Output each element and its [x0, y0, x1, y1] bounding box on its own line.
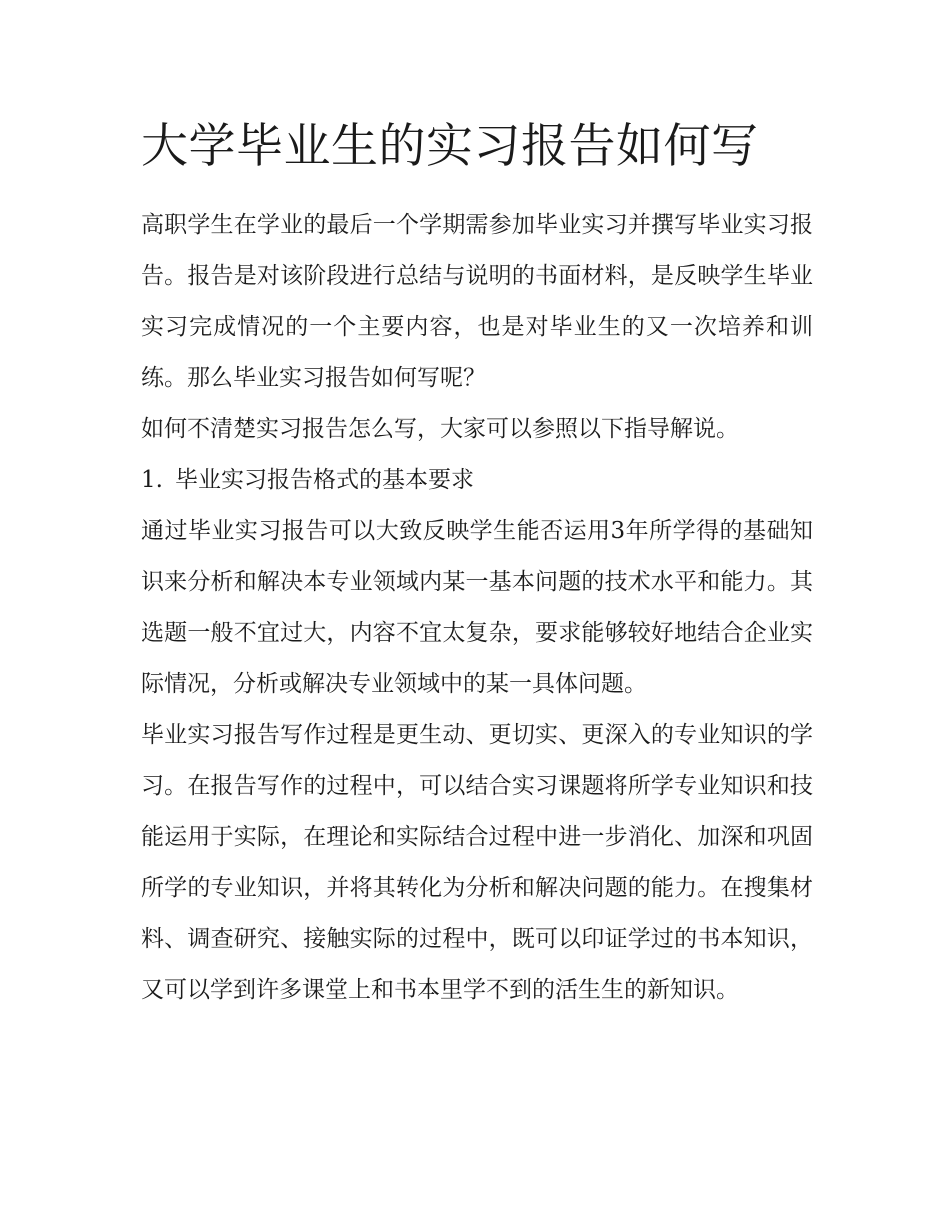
guidance-paragraph: 如何不清楚实习报告怎么写，大家可以参照以下指导解说。 [141, 416, 739, 442]
intro-paragraph: 高职学生在学业的最后一个学期需参加毕业实习并撰写毕业实习报告。报告是对该阶段进行总结与说明的书面材料，是反映学生毕业实习完成情况的一个主要内容，也是对毕业生的又一次培养和训练。那么毕业实习报告如何写呢？ [141, 212, 813, 391]
document-title: 大学毕业生的实习报告如何写 [141, 119, 759, 174]
section-heading [141, 455, 813, 506]
section-paragraph: 通过毕业实习报告可以大致反映学生能否运用3年所学得的基础知识来分析和解决本专业领域内某一基本问题的技术水平和能力。其选题一般不宜过大，内容不宜太复杂，要求能够较好地结合企业实际情况，分析或解决专业领域中的某一具体问题。 [141, 518, 813, 697]
document-body [141, 112, 813, 1016]
section-paragraph: 毕业实习报告写作过程是更生动、更切实、更深入的专业知识的学习。在报告写作的过程中，可以结合实习课题将所学专业知识和技能运用于实际，在理论和实际结合过程中进一步消化、加深和巩固所学的专业知识，并将其转化为分析和解决问题的能力。在搜集材料、调查研究、接触实际的过程中，既可以印证学过的书本知识，又可以学到许多课堂上和书本里学不到的活生生的新知识。 [141, 722, 813, 1003]
section-heading-text: 毕业实习报告格式的基本要求 [175, 467, 474, 493]
section-number: 1. [141, 467, 163, 493]
